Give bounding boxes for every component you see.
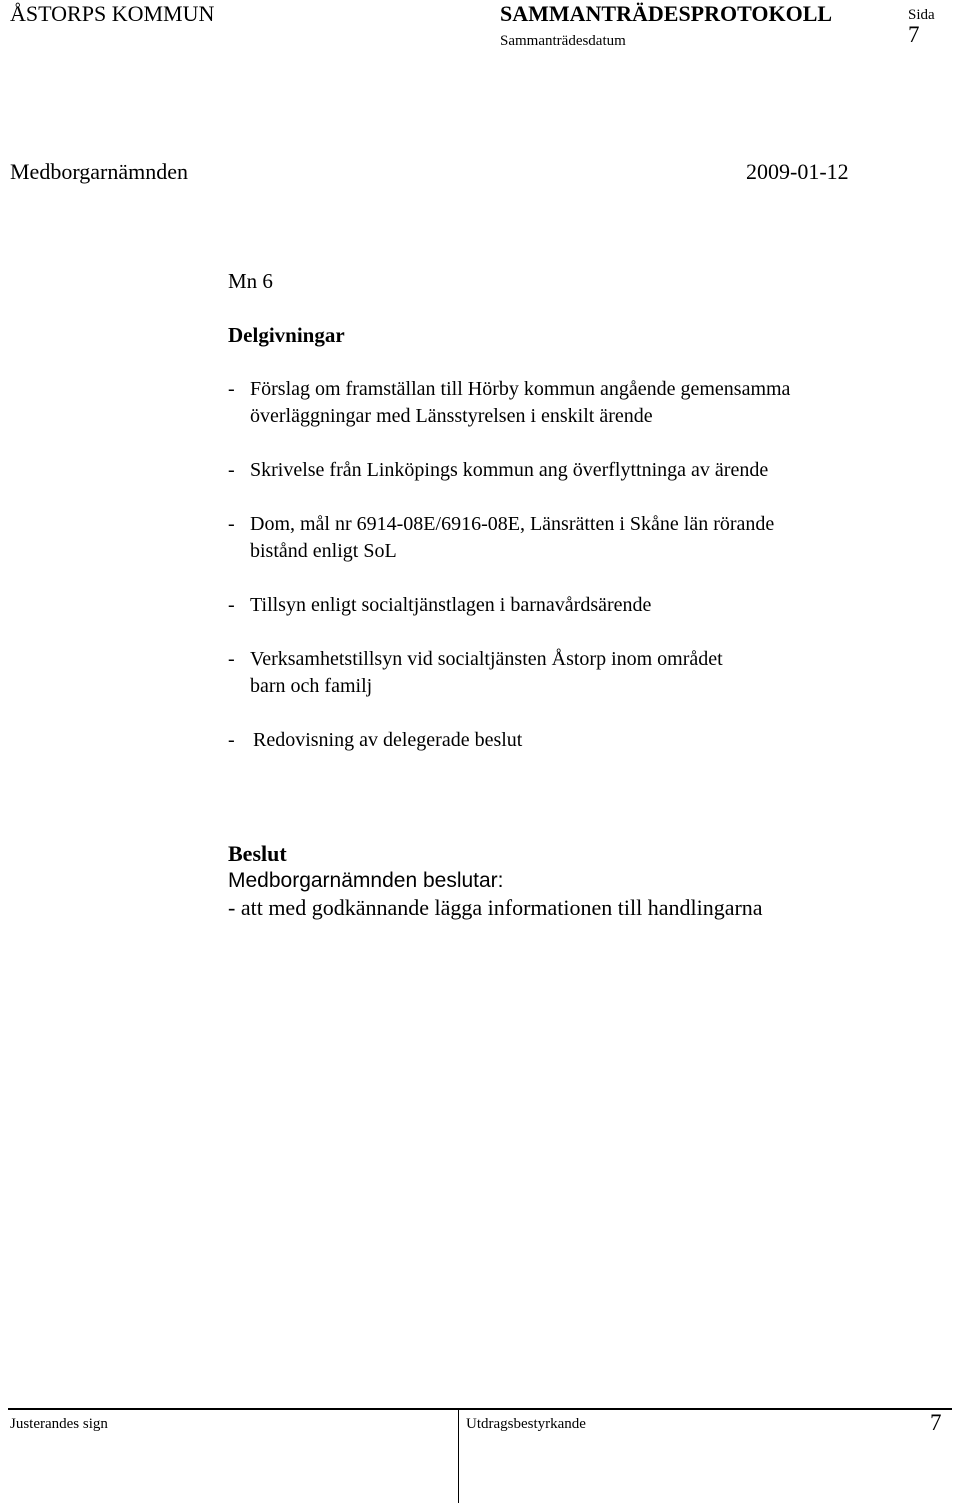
section-heading: Delgivningar	[228, 323, 345, 347]
section-reference: Mn 6	[228, 269, 273, 293]
list-dash: -	[228, 594, 235, 616]
page-label: Sida	[908, 7, 935, 23]
list-item-text: Dom, mål nr 6914-08E/6916-08E, Länsrätten i Skåne län rörande bistånd enligt SoL	[250, 513, 775, 562]
footer-page-number: 7	[930, 1410, 942, 1435]
list-dash: -	[228, 378, 235, 400]
list-item	[228, 376, 928, 430]
decision-heading: Beslut	[228, 841, 287, 866]
list-dash: -	[228, 459, 235, 481]
meeting-date-label: Sammanträdesdatum	[500, 33, 626, 49]
list-item	[228, 592, 928, 619]
list-item	[228, 727, 928, 754]
committee-name: Medborgarnämnden	[10, 159, 188, 184]
list-item-text: Verksamhetstillsyn vid socialtjänsten Åstorp inom området barn och familj	[250, 648, 723, 697]
decision-text: - att med godkännande lägga informationen till handlingarna	[228, 895, 763, 920]
list-item	[228, 511, 928, 565]
signature-label: Justerandes sign	[10, 1416, 108, 1432]
list-dash: -	[228, 513, 235, 535]
list-item-text: Skrivelse från Linköpings kommun ang överflyttninga av ärende	[250, 459, 769, 481]
footer-divider	[458, 1409, 459, 1503]
list-item-text: Redovisning av delegerade beslut	[253, 729, 523, 751]
notification-list	[228, 376, 928, 781]
decision-intro: Medborgarnämnden beslutar:	[228, 869, 504, 892]
footer-rule	[8, 1408, 952, 1410]
list-item-text: Förslag om framställan till Hörby kommun angående gemensamma överläggningar med Länsstyrelsen i enskilt ärende	[250, 378, 791, 427]
list-dash: -	[228, 648, 235, 670]
list-item	[228, 646, 928, 700]
municipality-name: ÅSTORPS KOMMUN	[10, 1, 215, 26]
document-title: SAMMANTRÄDESPROTOKOLL	[500, 1, 833, 26]
list-item-text: Tillsyn enligt socialtjänstlagen i barnavårdsärende	[250, 594, 652, 616]
extract-certification-label: Utdragsbestyrkande	[466, 1416, 586, 1432]
list-dash: -	[228, 729, 235, 751]
meeting-date: 2009-01-12	[746, 159, 849, 184]
page-number: 7	[908, 22, 920, 47]
list-item	[228, 457, 928, 484]
